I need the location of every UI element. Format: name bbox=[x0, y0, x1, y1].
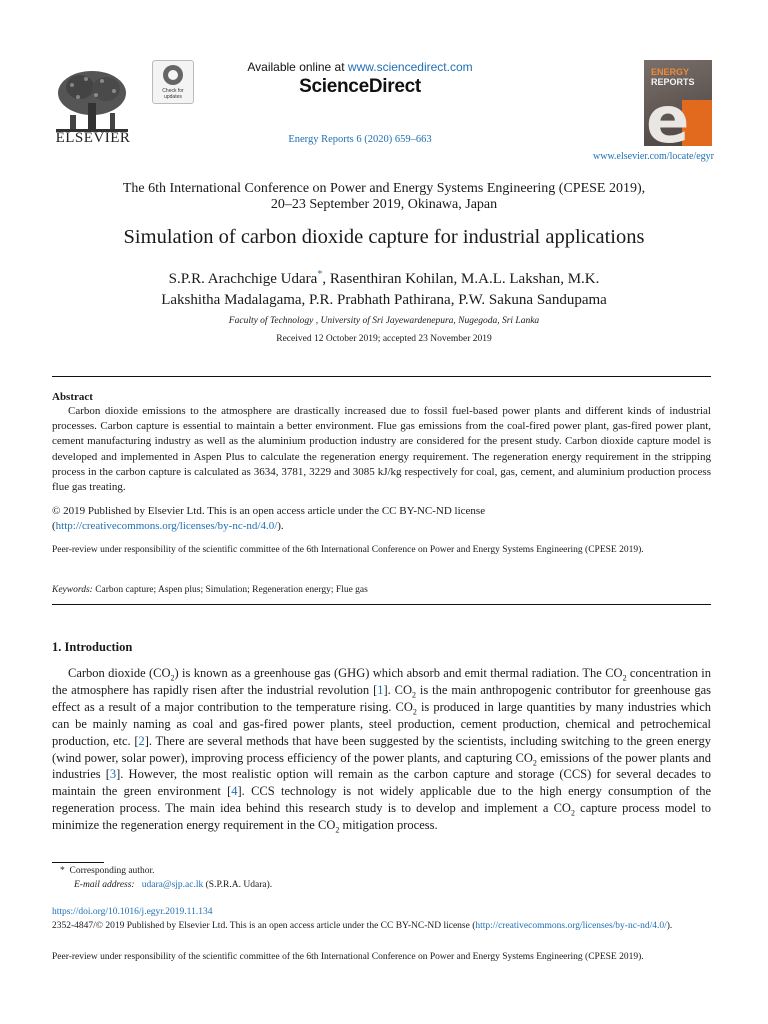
citation-link[interactable]: 3 bbox=[109, 767, 117, 782]
abstract-heading: Abstract bbox=[52, 391, 93, 403]
introduction-text: Carbon dioxide $(CO_2)$ is known as a greenhouse gas (GHG) which absorb and emit thermal radiation. The $CO_2$ concentration in the atmosphere has rapidly risen after the industrial revolution [1]. $CO_2$ is the main anthropogenic contributor for greenhouse gas effect as a result of a major contribution to the temperature rising. $CO_2$ is produced in large quantities by many industries which can be mainly naming as coal and gas-fired power plants, steel production, cement production, chemical and petrochemical production, etc. [2]. There are several methods that have been suggested by the scientists, including switching to the green energy (wind power, solar power), improving process efficiency of the power plants, and capturing $CO_2$ emissions of the power plants and industries [3]. However, the most realistic option will remain as the carbon capture and storage (CCS) for several decades to maintain the green environment [4]. CCS technology is not widely applicable due to the high energy consumption of the regeneration process. The main idea behind this research study is to develop and implement a $CO_2$ capture process model to minimize the regeneration energy requirement in the $CO_2$ mitigation process. bbox=[52, 666, 712, 835]
license-link[interactable]: http://creativecommons.org/licenses/by-nc-nd/4.0/ bbox=[55, 520, 278, 533]
corresponding-author-note: * Corresponding author. bbox=[60, 866, 155, 876]
corresponding-author-mark[interactable]: * bbox=[317, 269, 323, 280]
copyright-note: 2352-4847/© 2019 Published by Elsevier Ltd. This is an open access article under the CC BY-NC-ND license (http://creativecommons.org/licenses/by-nc-nd/4.0/). bbox=[52, 921, 673, 931]
doi-link[interactable]: https://doi.org/10.1016/j.egyr.2019.11.134 bbox=[52, 907, 213, 917]
cover-e-glyph: e bbox=[646, 84, 690, 146]
journal-homepage-link[interactable]: www.elsevier.com/locate/egyr bbox=[593, 151, 714, 162]
sciencedirect-wordmark: ScienceDirect bbox=[299, 76, 421, 97]
abstract-text: Carbon dioxide emissions to the atmosphere are drastically increased due to fossil fuel-based power plants and different kinds of industrial processes. Carbon capture is essential to maintain a better environment. Flue gas emissions from the coal-fired power plant, gas-fired power plant, cement manufacturing industry as well as the aluminium production industry are considered for the present study. Carbon dioxide capture model is developed and implemented in Aspen Plus to calculate the regeneration energy requirement. The regeneration energy requirement in the stripping process in the carbon capture is calculated as 3634, 3781, 3229 and 3085 kJ/kg respectively for coal, gas, cement, and aluminium production process flue gas treating. bbox=[52, 405, 711, 494]
affiliation: Faculty of Technology , University of Sri Jayewardenepura, Nugegoda, Sri Lanka bbox=[228, 316, 540, 326]
footer-license-link[interactable]: http://creativecommons.org/licenses/by-nc-nd/4.0/ bbox=[475, 921, 667, 931]
paper-title: Simulation of carbon dioxide capture for industrial applications bbox=[123, 226, 645, 248]
divider-bottom bbox=[52, 604, 711, 605]
citation-link[interactable]: 1 bbox=[377, 682, 384, 697]
available-online-line: Available online at www.sciencedirect.com bbox=[247, 60, 473, 74]
keywords-line: Keywords: Carbon capture; Aspen plus; Simulation; Regeneration energy; Flue gas bbox=[52, 585, 368, 595]
divider-top bbox=[52, 376, 711, 377]
email-note: E-mail address: udara@sjp.ac.lk (S.P.R.A. Udara). bbox=[74, 880, 273, 890]
journal-reference[interactable]: Energy Reports 6 (2020) 659–663 bbox=[288, 134, 432, 145]
check-for-updates-badge[interactable] bbox=[152, 60, 194, 104]
section-heading-introduction: 1. Introduction bbox=[52, 640, 133, 654]
peer-review-note: Peer-review under responsibility of the scientific committee of the 6th International Conference on Power and Energy Systems Engineering (CPESE 2019). bbox=[52, 545, 644, 555]
check-updates-label: Check for updates bbox=[162, 88, 184, 100]
author-email-link[interactable]: udara@sjp.ac.lk bbox=[141, 880, 204, 890]
received-dates: Received 12 October 2019; accepted 23 November 2019 bbox=[276, 334, 492, 344]
citation-link[interactable]: 2 bbox=[138, 733, 145, 748]
journal-cover-image: ENERGY REPORTS e bbox=[644, 60, 712, 146]
author-list: S.P.R. Arachchige Udara*, Rasenthiran Kohilan, M.A.L. Lakshan, M.K. Lakshitha Madalagama, P.R. Prabhath Pathirana, P.W. Sakuna Sandupama bbox=[161, 269, 607, 308]
footer-peer-review-note: Peer-review under responsibility of the scientific committee of the 6th International Conference on Power and Energy Systems Engineering (CPESE 2019). bbox=[52, 952, 644, 962]
citation-link[interactable]: 4 bbox=[231, 784, 238, 799]
check-updates-icon bbox=[163, 65, 183, 85]
footnote-divider bbox=[52, 862, 104, 863]
conference-info: The 6th International Conference on Power and Energy Systems Engineering (CPESE 2019), 20–23 September 2019, Okinawa, Japan bbox=[122, 181, 646, 212]
sciencedirect-link[interactable]: www.sciencedirect.com bbox=[347, 60, 473, 74]
abstract-license: © 2019 Published by Elsevier Ltd. This is an open access article under the CC BY-NC-ND license (http://creativecommons.org/licenses/by-nc-nd/4.0/). bbox=[52, 505, 486, 533]
elsevier-wordmark: ELSEVIER bbox=[55, 130, 131, 146]
